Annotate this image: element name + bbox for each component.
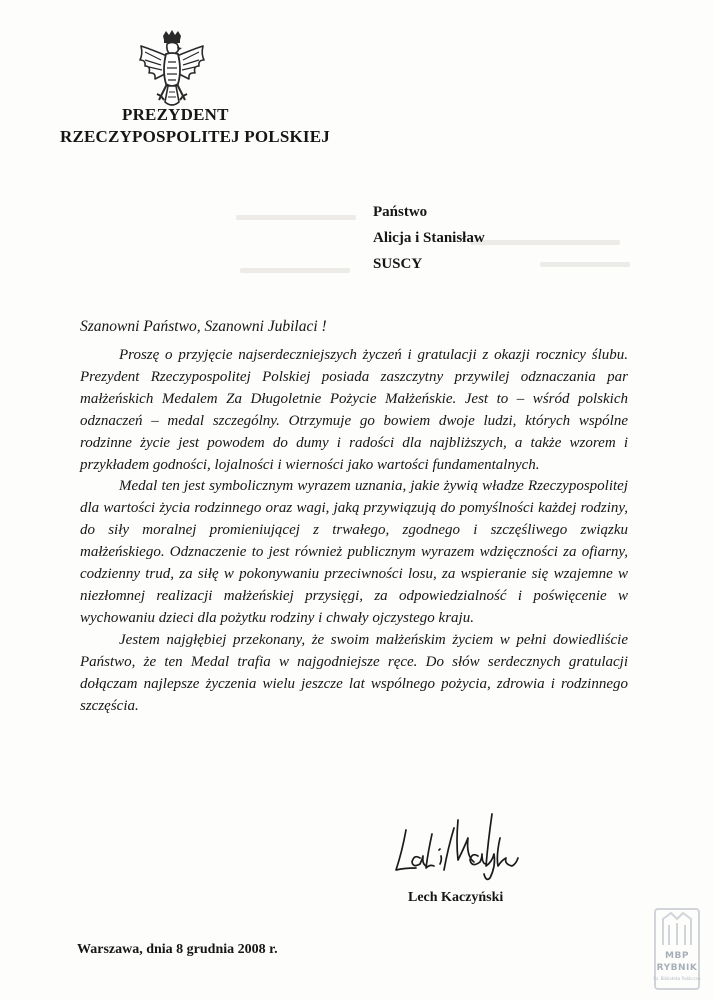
library-stamp-subtext: Sz. Biblioteka Publiczna xyxy=(653,976,701,981)
scan-artifact xyxy=(540,262,630,267)
body-paragraph: Jestem najgłębiej przekonany, że swoim małżeńskim życiem w pełni dowiedliście Państwo, że ten Medal trafia w najgodniejsze ręce. Do słów serdecznych gratulacji dołączam najlepsze życzenia wielu jeszcze lat wspólnego pożycia, zdrowia i rodzinnego szczęścia. xyxy=(80,631,628,714)
scan-artifact xyxy=(236,215,356,220)
letterhead-title: PREZYDENT xyxy=(122,105,229,124)
salutation: Szanowni Państwo, Szanowni Jubilaci ! xyxy=(80,318,327,335)
scan-artifact xyxy=(240,268,350,273)
library-stamp-text: MBP RYBNIK xyxy=(656,951,698,973)
place-and-date: Warszawa, dnia 8 grudnia 2008 r. xyxy=(77,942,278,957)
polish-white-eagle-icon xyxy=(137,30,207,116)
recipient-line-3: SUSCY xyxy=(373,256,423,272)
letterhead-subtitle: RZECZYPOSPOLITEJ POLSKIEJ xyxy=(60,127,330,146)
signer-name: Lech Kaczyński xyxy=(408,890,504,905)
recipient-line-1: Państwo xyxy=(373,204,428,220)
scan-artifact xyxy=(470,240,620,245)
recipient-line-2: Alicja i Stanisław xyxy=(373,230,485,246)
handwritten-signature xyxy=(392,808,527,888)
letter-body xyxy=(80,345,628,717)
body-paragraph: Proszę o przyjęcie najserdeczniejszych życzeń i gratulacji z okazji rocznicy ślubu. Prezydent Rzeczypospolitej Polskiej posiada zaszczytny przywilej odznaczania par małżeńskich Medalem Za Długoletnie Pożycie Małżeńskie. Jest to – wśród polskich odznaczeń – medal szczególny. Otrzymuje go bowiem dwoje ludzi, których wspólne rodzinne życie jest powodem do dumy i radości dla najbliższych, a także wzorem i przykładem godności, lojalności i wierności jako wartości fundamentalnych. xyxy=(80,347,628,473)
body-paragraph: Medal ten jest symbolicznym wyrazem uznania, jakie żywią władze Rzeczypospolitej dla wartości życia rodzinnego oraz wagi, jaką przywiązują do pomyślności każdej rodziny, do siły moralnej promieniującej z trwałego, zgodnego i szczęśliwego związku małżeńskiego. Odznaczenie to jest również publicznym wyrazem wdzięczności za ofiarny, codzienny trud, za siłę w pokonywaniu przeciwności losu, za wspieranie się wzajemne w niezłomnej realizacji małżeńskiej przysięgi, za odpowiedzialność i poświęcenie w wychowaniu dzieci dla pożytku rodziny i chwały ojczystego kraju. xyxy=(80,478,628,626)
